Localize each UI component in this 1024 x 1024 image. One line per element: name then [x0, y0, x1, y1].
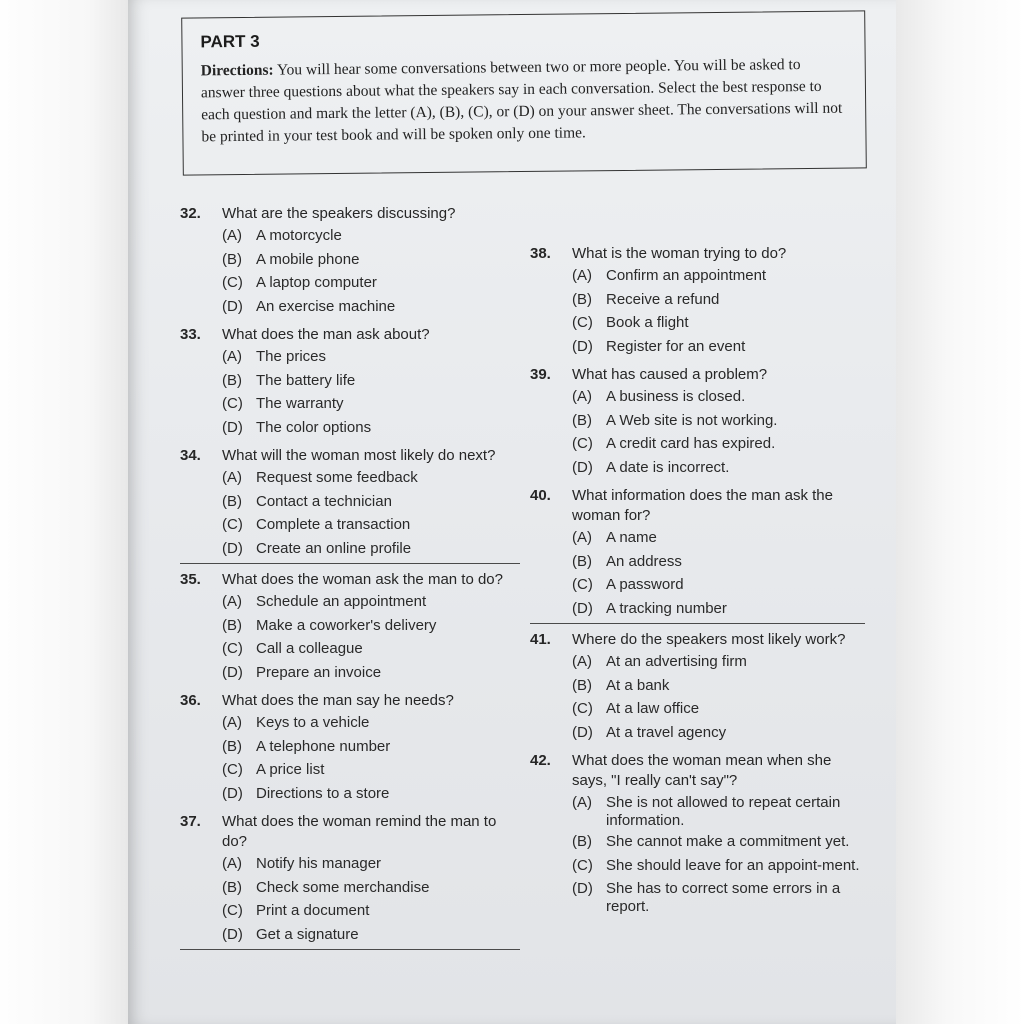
answer-option: (A) Confirm an appointment: [572, 267, 767, 284]
answer-option: (A) A business is closed.: [572, 388, 746, 405]
answer-option: (C) At a law office: [572, 700, 700, 717]
answer-option: (A) A name: [572, 529, 657, 546]
question-38: [530, 244, 865, 358]
answer-option: (B) At a bank: [572, 676, 670, 694]
question-32: [180, 204, 520, 318]
question-number: 41.: [530, 631, 551, 648]
directions-label: Directions:: [200, 61, 274, 80]
question-text: What has caused a problem?: [572, 366, 768, 383]
question-text: What information does the man ask the woman for?: [572, 487, 833, 524]
question-number: 34.: [180, 447, 201, 464]
answer-option: (A) The prices: [222, 348, 327, 365]
question-text: What does the woman mean when she says, "I really can't say"?: [572, 752, 832, 789]
answer-option: (D) She has to correct some errors in a report.: [572, 880, 841, 915]
answer-option: (B) Contact a technician: [222, 492, 392, 510]
answer-option: (A) At an advertising firm: [572, 653, 747, 670]
question-41: [530, 630, 865, 744]
answer-option: (D) The color options: [222, 418, 372, 436]
question-number: 35.: [180, 571, 201, 588]
part-title: PART 3: [200, 31, 260, 52]
answer-option: (A) Schedule an appointment: [222, 593, 427, 610]
section-divider: [530, 623, 865, 624]
answer-option: (C) The warranty: [222, 395, 344, 412]
answer-option: (A) She is not allowed to repeat certain information.: [572, 794, 841, 829]
question-33: [180, 325, 520, 439]
answer-option: (B) An address: [572, 552, 682, 570]
question-39: [530, 365, 865, 479]
answer-option: (C) Book a flight: [572, 314, 689, 331]
question-35: [180, 570, 520, 684]
directions-box: [181, 10, 867, 175]
question-text: What does the woman ask the man to do?: [222, 571, 503, 588]
answer-option: (B) Make a coworker's delivery: [222, 616, 437, 634]
test-book-page: [128, 0, 896, 1024]
question-text: What will the woman most likely do next?: [222, 447, 496, 464]
answer-option: (D) Register for an event: [572, 337, 746, 355]
question-number: 42.: [530, 752, 551, 769]
answer-option: (C) A laptop computer: [222, 274, 377, 291]
answer-option: (A) Notify his manager: [222, 855, 382, 872]
background-right: [896, 0, 1024, 1024]
answer-option: (B) A Web site is not working.: [572, 411, 778, 429]
question-number: 33.: [180, 326, 201, 343]
question-40: [530, 486, 865, 620]
answer-option: (B) Receive a refund: [572, 290, 720, 308]
answer-option: (B) The battery life: [222, 371, 356, 389]
section-divider: [180, 949, 520, 950]
answer-option: (B) A mobile phone: [222, 250, 360, 268]
answer-option: (C) Complete a transaction: [222, 516, 411, 533]
answer-option: (B) She cannot make a commitment yet.: [572, 833, 850, 850]
answer-option: (C) She should leave for an appoint-ment.: [572, 856, 860, 874]
answer-option: (C) A price list: [222, 761, 325, 778]
answer-option: (C) A credit card has expired.: [572, 435, 776, 452]
question-text: What does the woman remind the man to do?: [222, 813, 497, 850]
right-question-column: [530, 244, 865, 916]
answer-option: (D) An exercise machine: [222, 297, 396, 315]
question-42: [530, 751, 865, 916]
answer-option: (D) At a travel agency: [572, 723, 727, 741]
question-number: 40.: [530, 487, 551, 504]
answer-option: (D) Directions to a store: [222, 784, 390, 802]
answer-option: (B) Check some merchandise: [222, 878, 430, 896]
answer-option: (D) Get a signature: [222, 925, 359, 943]
answer-option: (C) A password: [572, 576, 684, 593]
answer-option: (D) Create an online profile: [222, 539, 412, 557]
directions-paragraph: [201, 54, 848, 149]
question-37: [180, 812, 520, 946]
question-34: [180, 446, 520, 560]
answer-option: (A) Request some feedback: [222, 469, 418, 486]
answer-option: (D) A tracking number: [572, 599, 727, 617]
question-text: What does the man ask about?: [222, 326, 430, 343]
directions-text: You will hear some conversations between two or more people. You will be asked to answer three questions about what the speakers say in each conversation. Select the best response to each question and mark the letter (A), (B), (C), or (D) on your answer sheet. The conversations will not be printed in your test book and will be spoken only one time.: [200, 56, 843, 146]
question-number: 32.: [180, 205, 201, 222]
answer-option: (D) A date is incorrect.: [572, 458, 730, 476]
answer-option: (A) A motorcycle: [222, 227, 342, 244]
question-number: 37.: [180, 813, 201, 830]
question-text: What are the speakers discussing?: [222, 205, 456, 222]
question-text: What does the man say he needs?: [222, 692, 454, 709]
answer-option: (C) Print a document: [222, 902, 370, 919]
question-text: What is the woman trying to do?: [572, 245, 787, 262]
answer-option: (B) A telephone number: [222, 737, 391, 755]
background-left: [0, 0, 128, 1024]
question-text: Where do the speakers most likely work?: [572, 631, 846, 648]
question-number: 36.: [180, 692, 201, 709]
answer-option: (A) Keys to a vehicle: [222, 714, 370, 731]
section-divider: [180, 563, 520, 564]
question-number: 38.: [530, 245, 551, 262]
answer-option: (D) Prepare an invoice: [222, 663, 382, 681]
answer-option: (C) Call a colleague: [222, 640, 363, 657]
question-36: [180, 691, 520, 805]
left-question-column: [180, 204, 520, 956]
question-number: 39.: [530, 366, 551, 383]
